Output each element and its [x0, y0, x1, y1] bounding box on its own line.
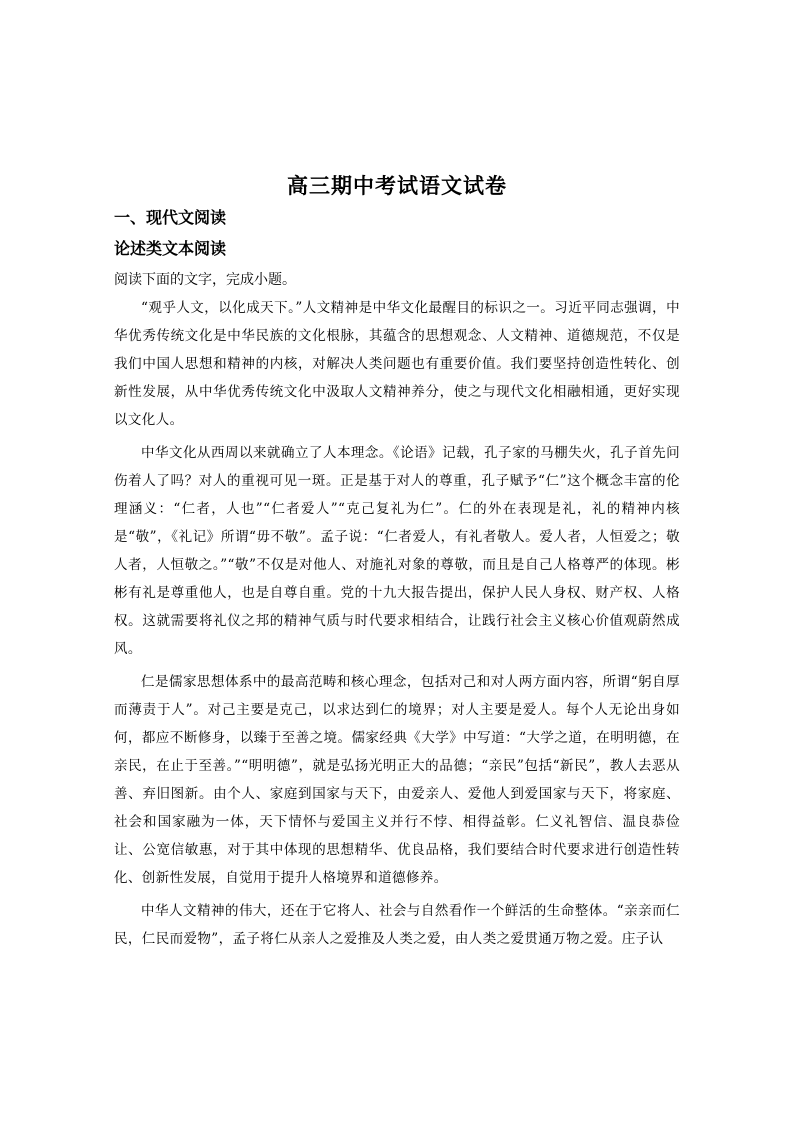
passage-paragraph-4: 中华人文精神的伟大，还在于它将人、社会与自然看作一个鲜活的生命整体。“亲亲而仁民，仁民而爱物”，孟子将仁从亲人之爱推及人类之爱，由人类之爱贯通万物之爱。庄子认	[114, 903, 680, 947]
subsection-heading: 论述类文本阅读	[114, 239, 227, 258]
passage-paragraph-1: “观乎人文，以化成天下。”人文精神是中华文化最醒目的标识之一。习近平同志强调，中华优秀传统文化是中华民族的文化根脉，其蕴含的思想观念、人文精神、道德规范，不仅是我们中国人思想和精神的内核，对解决人类问题也有重要价值。我们要坚持创造性转化、创新性发展，从中华优秀传统文化中汲取人文精神养分，使之与现代文化相融相通，更好实现以文化人。	[114, 300, 680, 428]
passage-body	[114, 294, 680, 958]
passage-paragraph-3: 仁是儒家思想体系中的最高范畴和核心理念，包括对己和对人两方面内容，所谓“躬自厚而薄责于人”。对己主要是克己，以求达到仁的境界；对人主要是爱人。每个人无论出身如何，都应不断修身，以臻于至善之境。儒家经典《大学》中写道：“大学之道，在明明德，在亲民，在止于至善。”“明明德”，就是弘扬光明正大的品德；“亲民”包括“新民”，教人去恶从善、弃旧图新。由个人、家庭到国家与天下，由爱亲人、爱他人到爱国家与天下，将家庭、社会和国家融为一体，天下情怀与爱国主义并行不悖、相得益彰。仁义礼智信、温良恭俭让、公宽信敏惠，对于其中体现的思想精华、优良品格，我们要结合时代要求进行创造性转化、创新性发展，自觉用于提升人格境界和道德修养。	[114, 674, 680, 886]
reading-instruction: 阅读下面的文字，完成小题。	[114, 272, 296, 288]
page-title: 高三期中考试语文试卷	[287, 173, 507, 198]
section-heading: 一、现代文阅读	[114, 208, 227, 227]
passage-paragraph-2: 中华文化从西周以来就确立了人本理念。《论语》记载，孔子家的马棚失火，孔子首先问伤着人了吗？对人的重视可见一斑。正是基于对人的尊重，孔子赋予“仁”这个概念丰富的伦理涵义：“仁者，人也”“仁者爱人”“克己复礼为仁”。仁的外在表现是礼，礼的精神内核是“敬”，《礼记》所谓“毋不敬”。孟子说：“仁者爱人，有礼者敬人。爱人者，人恒爱之；敬人者，人恒敬之。”“敬”不仅是对他人、对施礼对象的尊敬，而且是自己人格尊严的体现。彬彬有礼是尊重他人，也是自尊自重。党的十九大报告提出，保护人民人身权、财产权、人格权。这就需要将礼仪之邦的精神气质与时代要求相结合，让践行社会主义核心价值观蔚然成风。	[114, 445, 680, 657]
